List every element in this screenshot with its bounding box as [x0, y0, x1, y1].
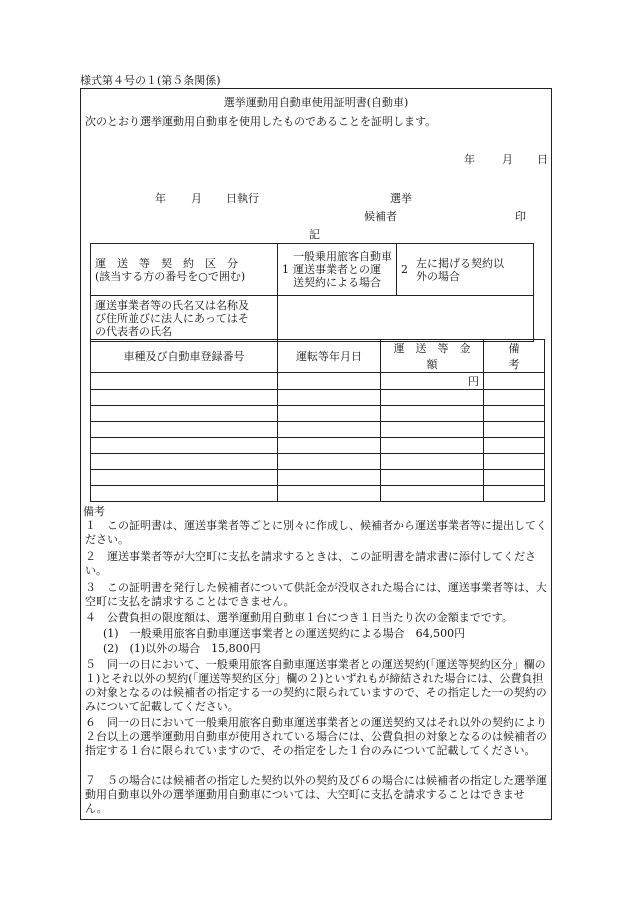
note-4-item-1: (1) 一般乗用旅客自動車運送事業者との運送契約による場合 64,500円: [103, 627, 466, 640]
note-1: １ この証明書は、運送事業者等ごとに別々に作成し、候補者から運送事業者等に提出してください。: [85, 519, 547, 546]
table-row: [91, 486, 545, 502]
note-4: ４ 公費負担の限度額は、選挙運動用自動車１台につき１日当たり次の金額までです。: [85, 611, 513, 624]
note-7: ７ ５の場合には候補者の指定した契約以外の契約及び６の場合には候補者の指定した選挙運動用自動車以外の選挙運動用自動車については、大空町に支払を請求することはできません。: [85, 774, 547, 815]
date-year: 年: [464, 153, 475, 166]
contract-option-2[interactable]: [397, 244, 534, 296]
option-2-number: 2: [401, 263, 408, 276]
document-title: 選挙運動用自動車使用証明書(自動車): [223, 96, 409, 109]
election-label: 選挙: [390, 192, 412, 205]
intro-text: 次のとおり選挙運動用自動車を使用したものであることを証明します。: [85, 115, 437, 128]
note-4-item-2: (2) (1)以外の場合 15,800円: [103, 642, 261, 655]
option-1-text: 一般乗用旅客自動車 運送事業者との運 送契約による場合: [293, 250, 392, 289]
election-year: 年: [155, 192, 166, 205]
seal-mark: 印: [515, 210, 526, 223]
header-date: 運転等年月日: [278, 340, 381, 373]
certificate-frame: [80, 88, 552, 820]
header-vehicle: 車種及び自動車登録番号: [91, 340, 278, 373]
vehicle-table: [90, 339, 553, 502]
table-row: [91, 390, 545, 406]
table-row: [91, 422, 545, 438]
candidate-label: 候補者: [364, 210, 397, 223]
table-row: [91, 373, 545, 390]
header-remarks: 備 考: [484, 340, 545, 373]
option-2-text: 左に掲げる契約以 外の場合: [416, 256, 504, 283]
election-day: 日執行: [226, 192, 259, 205]
date-month: 月: [502, 153, 513, 166]
table-row: [91, 406, 545, 422]
ki-heading: 記: [309, 228, 320, 241]
form-number: 様式第４号の１(第５条関係): [80, 74, 221, 87]
carrier-label: 運送事業者等の氏名又は名称及 び住所並びに法人にあってはそ の代表者の氏名: [91, 296, 278, 342]
contract-option-1[interactable]: [278, 244, 397, 296]
note-2: ２ 運送事業者等が大空町に支払を請求するときは、この証明書を請求書に添付してください。: [85, 550, 536, 577]
notes-heading: 備考: [83, 505, 105, 518]
header-amount: 運 送 等 金 額: [381, 340, 484, 373]
election-month: 月: [191, 192, 202, 205]
note-3: ３ この証明書を発行した候補者について供託金が没収された場合には、運送事業者等は、大空町に支払を請求することはできません。: [85, 581, 547, 608]
table-row: [91, 470, 545, 486]
contract-type-label: 運 送 等 契 約 区 分 (該当する方の番号を○で囲む): [91, 244, 278, 296]
table-row: [91, 454, 545, 470]
date-day: 日: [537, 153, 548, 166]
yen-unit: 円: [381, 373, 484, 390]
option-1-number: 1: [282, 263, 289, 276]
contract-table: [90, 243, 534, 342]
note-5: ５ 同一の日において、一般乗用旅客自動車運送事業者との運送契約(「運送等契約区分」欄の１)とそれ以外の契約(「運送等契約区分」欄の２)といずれもが締結された場合には、公費負担の対象となるのは候補者の指定する一の契約に限られていますので、その指定した一の契約のみについて記載してください。: [85, 658, 547, 713]
carrier-value[interactable]: [278, 296, 534, 342]
table-row: [91, 438, 545, 454]
note-6: ６ 同一の日において一般乗用旅客自動車運送事業者との運送契約又はそれ以外の契約により２台以上の選挙運動用自動車が使用されている場合には、公費負担の対象となるのは候補者の指定する１台に限られていますので、その指定をした１台のみについて記載してください。: [85, 716, 547, 757]
